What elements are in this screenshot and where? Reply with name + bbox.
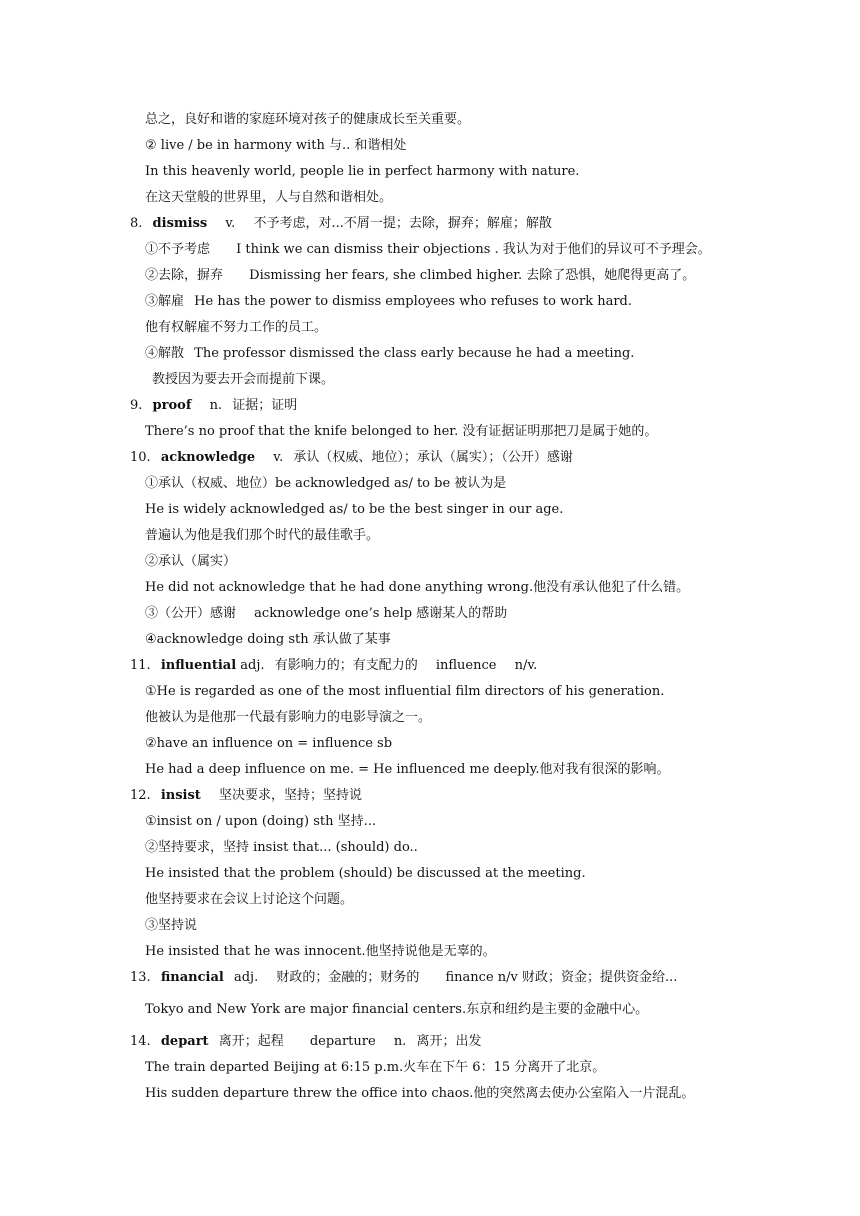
part-of-speech: n. xyxy=(209,398,223,413)
sense-line xyxy=(130,237,770,263)
part-of-speech: v. xyxy=(225,216,236,231)
part-of-speech: adj. xyxy=(233,970,259,985)
translation-line: 教授因为要去开会而提前下课。 xyxy=(152,372,335,387)
example-sentence: He insisted that he was innocent.他坚持说他是无辜的。 xyxy=(145,944,496,959)
sense-label: ③解雇 xyxy=(145,294,185,309)
sense-line: ①承认（权威、地位）be acknowledged as/ to be 被认为是 xyxy=(145,476,507,491)
example-sentence: His sudden departure threw the office into chaos.他的突然离去使办公室陷入一片混乱。 xyxy=(145,1086,695,1101)
sense-line xyxy=(130,341,770,367)
entry-number: 11. xyxy=(130,658,151,673)
part-of-speech: v. xyxy=(273,450,284,465)
sense-line: ②have an influence on = influence sb xyxy=(145,736,393,751)
entry-title-depart xyxy=(130,1029,770,1055)
example-sentence: He has the power to dismiss employees who refuses to work hard. xyxy=(194,294,633,309)
entry-number: 10. xyxy=(130,450,151,465)
example-sentence: He insisted that the problem (should) be discussed at the meeting. xyxy=(145,866,586,881)
text-line: In this heavenly world, people lie in perfect harmony with nature. xyxy=(145,164,580,179)
sense-label: ③（公开）感谢 xyxy=(145,606,237,621)
entry-number: 9. xyxy=(130,398,143,413)
translation-line: 他有权解雇不努力工作的员工。 xyxy=(145,320,328,335)
example-sentence: He did not acknowledge that he had done anything wrong.他没有承认他犯了什么错。 xyxy=(145,580,690,595)
headword: depart xyxy=(160,1034,209,1049)
entry-meaning: 坚决要求，坚持；坚持说 xyxy=(218,788,362,803)
headword: influential xyxy=(160,658,237,673)
example-sentence: Tokyo and New York are major financial centers.东京和纽约是主要的金融中心。 xyxy=(145,1002,649,1017)
sense-line xyxy=(130,263,770,289)
entry-meaning: 承认（权威、地位）；承认（属实）；（公开）感谢 xyxy=(293,450,573,465)
headword: acknowledge xyxy=(160,450,256,465)
entry-meaning: 有影响力的；有支配力的 xyxy=(274,658,418,673)
entry-title-proof xyxy=(130,393,770,419)
part-of-speech: adj. xyxy=(240,658,265,673)
translation-line: 普遍认为他是我们那个时代的最佳歌手。 xyxy=(145,528,380,543)
sense-line: ④acknowledge doing sth 承认做了某事 xyxy=(145,632,391,647)
related-meaning: 离开；出发 xyxy=(416,1034,482,1049)
example-sentence: The train departed Beijing at 6:15 p.m.火车在下午 6：15 分离开了北京。 xyxy=(145,1060,606,1075)
sense-line xyxy=(130,289,770,315)
sense-label: ④解散 xyxy=(145,346,185,361)
entry-title-dismiss xyxy=(130,211,770,237)
entry-meaning: 证据；证明 xyxy=(232,398,298,413)
entry-number: 8. xyxy=(130,216,143,231)
text-line: 总之，良好和谐的家庭环境对孩子的健康成长至关重要。 xyxy=(145,112,471,127)
headword: financial xyxy=(160,970,224,985)
entry-meaning: 不予考虑，对...不屑一提；去除，摒弃；解雇；解散 xyxy=(253,216,552,231)
sense-label: ②去除，摒弃 xyxy=(145,268,224,283)
related-part-of-speech: n. xyxy=(393,1034,407,1049)
text-line: 在这天堂般的世界里，人与自然和谐相处。 xyxy=(145,190,393,205)
text-line: ② live / be in harmony with 与.. 和谐相处 xyxy=(145,138,407,153)
example-sentence: The professor dismissed the class early because he had a meeting. xyxy=(194,346,635,361)
entry-title-financial xyxy=(130,965,770,991)
sense-text: acknowledge one’s help 感谢某人的帮助 xyxy=(254,606,508,621)
entry-number: 14. xyxy=(130,1034,151,1049)
entry-meaning: 财政的；金融的；财务的 xyxy=(276,970,420,985)
entry-title-influential xyxy=(130,653,770,679)
sense-line xyxy=(130,601,770,627)
sense-label: ①不予考虑 xyxy=(145,242,211,257)
sense-line: ②承认（属实） xyxy=(145,554,237,569)
related-part-of-speech: n/v. xyxy=(514,658,538,673)
translation-line: 他坚持要求在会议上讨论这个问题。 xyxy=(145,892,354,907)
related-word: departure xyxy=(309,1034,376,1049)
example-sentence: I think we can dismiss their objections . 我认为对于他们的异议可不予理会。 xyxy=(236,242,711,257)
translation-line: 他被认为是他那一代最有影响力的电影导演之一。 xyxy=(145,710,432,725)
headword: proof xyxy=(152,398,192,413)
sense-line: ①insist on / upon (doing) sth 坚持... xyxy=(145,814,376,829)
example-sentence: Dismissing her fears, she climbed higher. 去除了恐惧，她爬得更高了。 xyxy=(249,268,696,283)
entry-title-acknowledge xyxy=(130,445,770,471)
example-sentence: ①He is regarded as one of the most influential film directors of his generation. xyxy=(145,684,665,699)
entry-number: 12. xyxy=(130,788,151,803)
headword: insist xyxy=(160,788,201,803)
example-sentence: He had a deep influence on me. = He influenced me deeply.他对我有很深的影响。 xyxy=(145,762,670,777)
entry-number: 13. xyxy=(130,970,151,985)
example-sentence: He is widely acknowledged as/ to be the best singer in our age. xyxy=(145,502,564,517)
related-word: finance n/v 财政；资金；提供资金给... xyxy=(445,970,678,985)
sense-line: ③坚持说 xyxy=(145,918,198,933)
entry-meaning: 离开；起程 xyxy=(218,1034,284,1049)
vocabulary-notes xyxy=(130,107,770,1107)
entry-title-insist xyxy=(130,783,770,809)
related-word: influence xyxy=(435,658,497,673)
example-sentence: There’s no proof that the knife belonged to her. 没有证据证明那把刀是属于她的。 xyxy=(145,424,658,439)
headword: dismiss xyxy=(152,216,208,231)
sense-line: ②坚持要求，坚持 insist that... (should) do.. xyxy=(145,840,418,855)
